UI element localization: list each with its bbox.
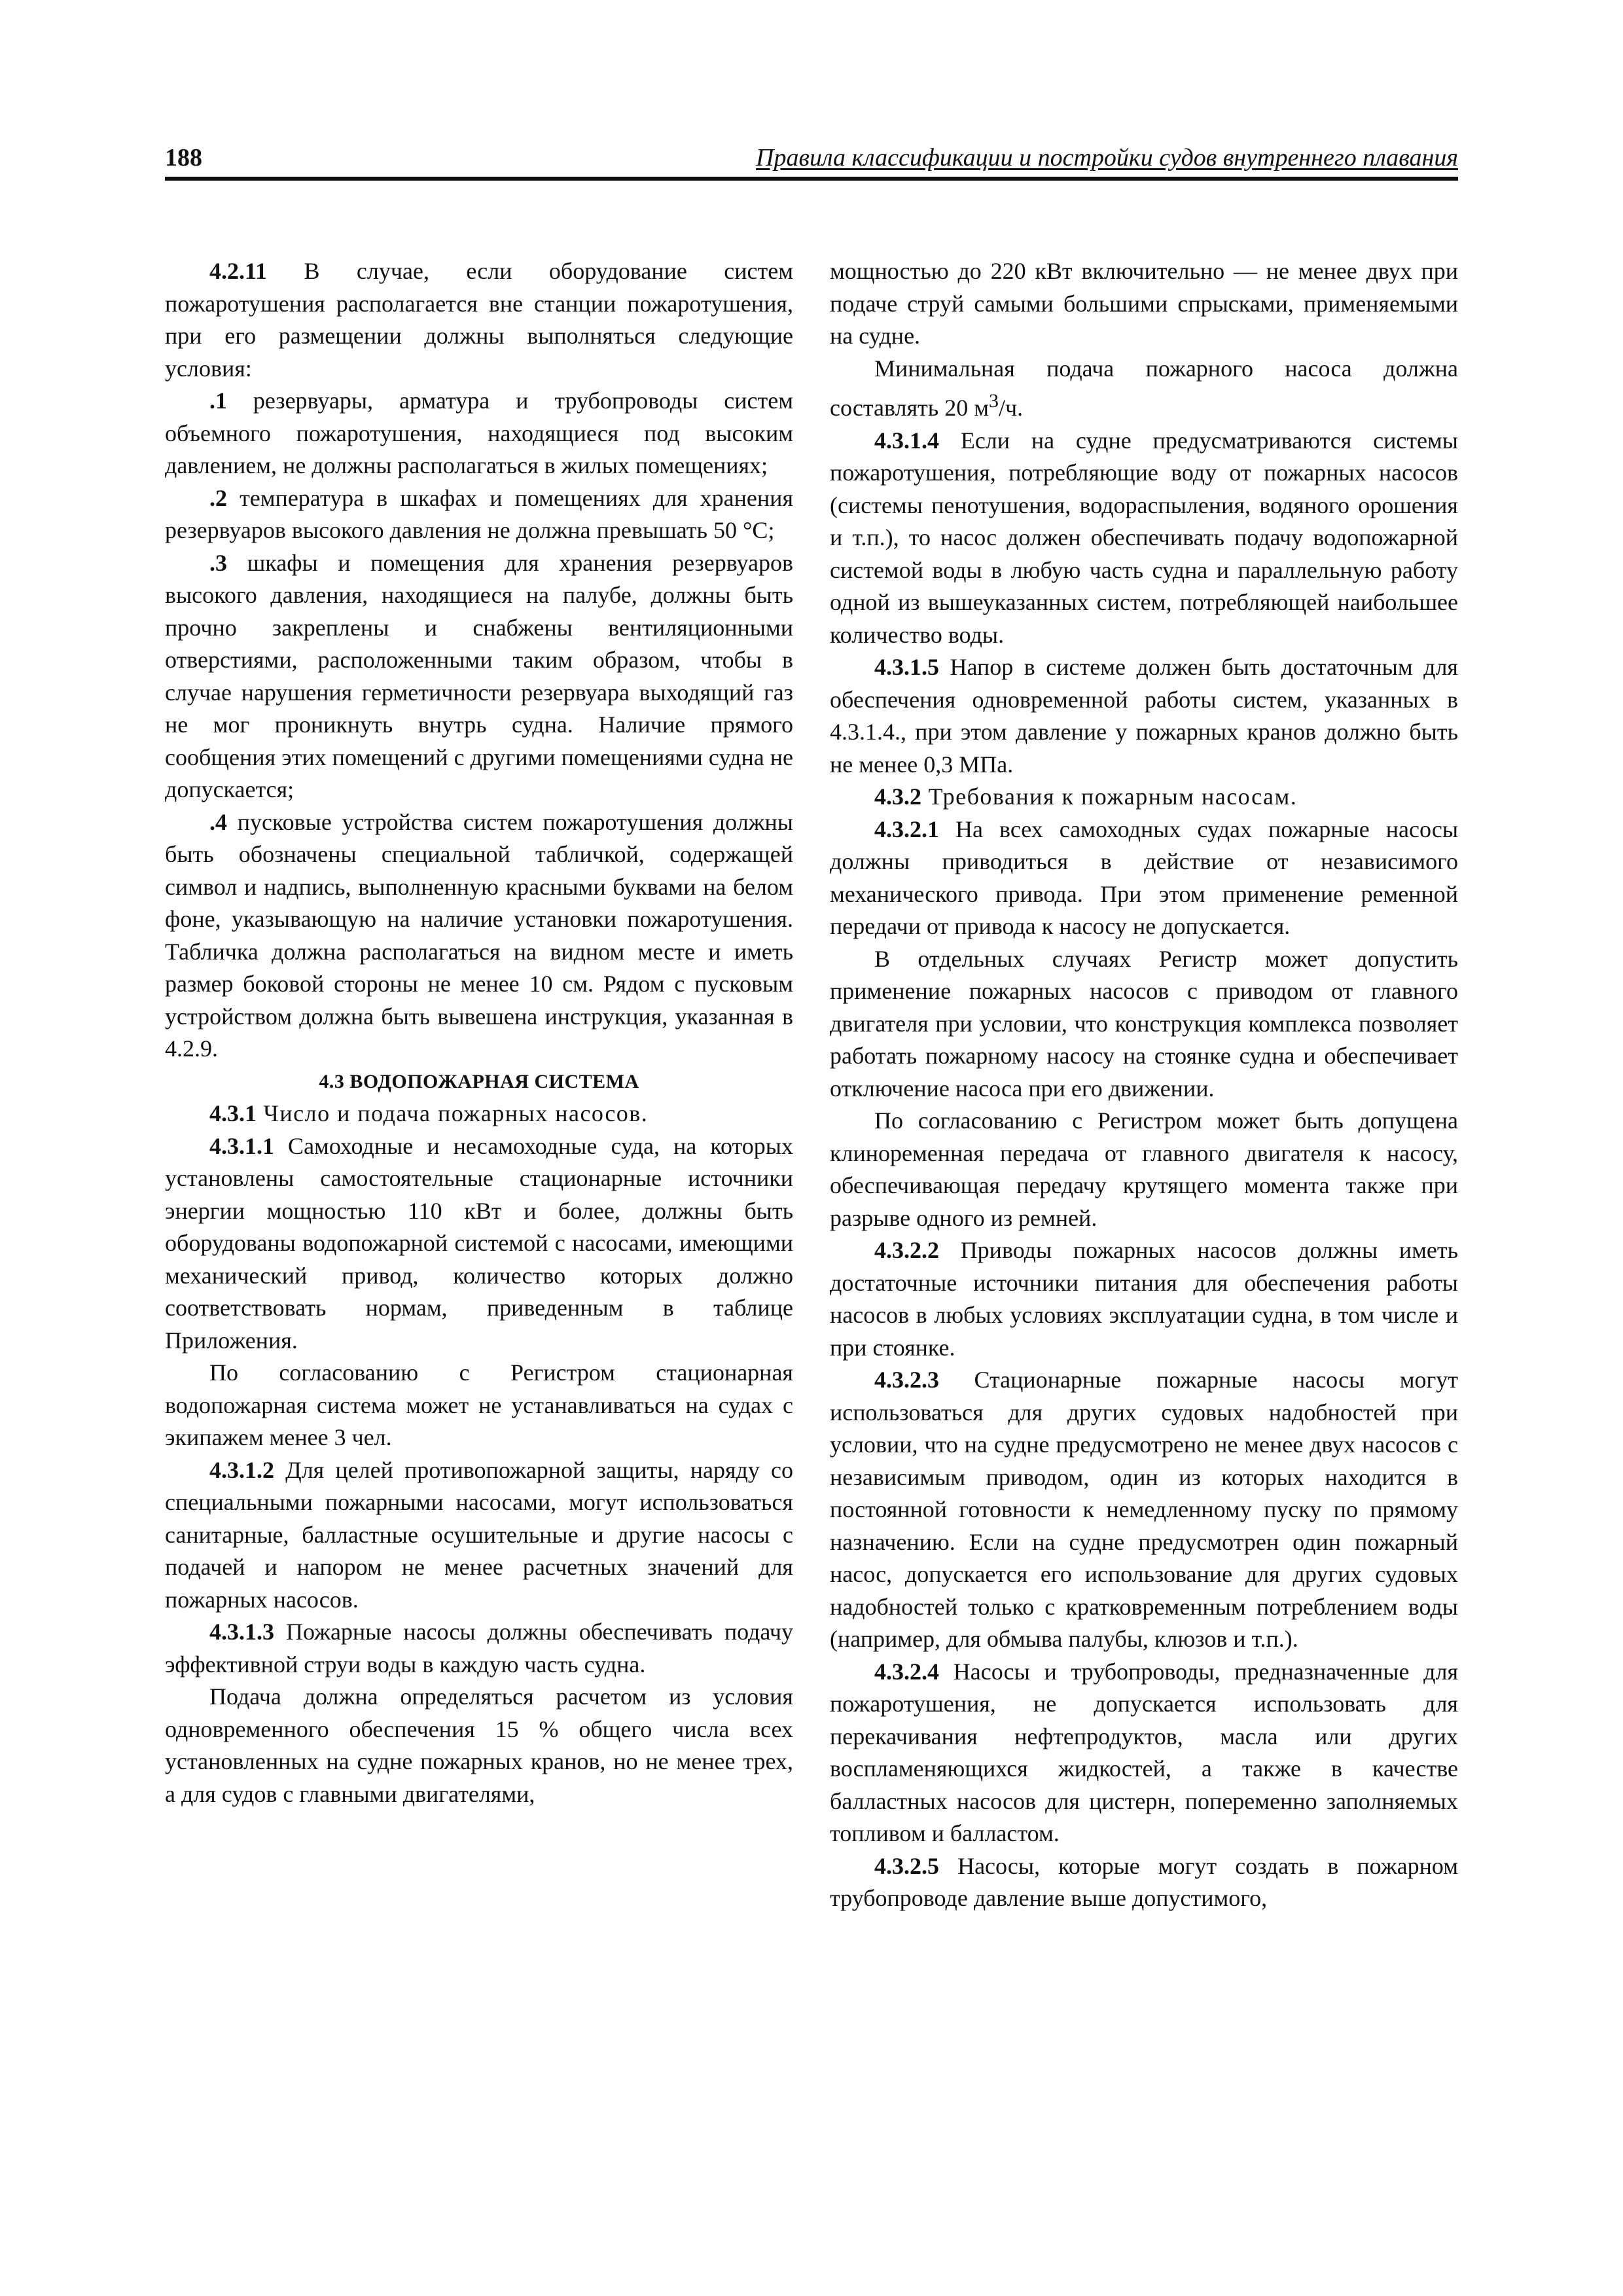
- right-column: [830, 255, 1458, 1915]
- paragraph-4-3-1-5: [830, 651, 1458, 781]
- paragraph-text: Подача должна определяться расчетом из условия одновременного обеспечения 15 % общего числа всех установленных на судне пожарных кранов, но не менее трех, а для судов с главными двигателями,: [165, 1683, 793, 1807]
- paragraph-continued: [830, 255, 1458, 353]
- clause-number: 4.3.2: [874, 783, 921, 810]
- clause-heading: Требования к пожарным насосам.: [921, 783, 1298, 810]
- paragraph-supply: [165, 1681, 793, 1810]
- clause-number: 4.3.1.3: [209, 1619, 274, 1645]
- paragraph-4-3-2-3: [830, 1364, 1458, 1656]
- section-title: 4.3 ВОДОПОЖАРНАЯ СИСТЕМА: [319, 1070, 639, 1092]
- left-column: [165, 255, 793, 1810]
- clause-number: 4.3.2.4: [874, 1658, 939, 1685]
- clause-number: 4.3.2.3: [874, 1367, 939, 1393]
- paragraph-text: Если на судне предусматриваются системы пожаротушения, потребляющие воду от пожарных насосов (системы пенотушения, водораспыления, водяного орошения и т.п.), то насос должен обеспечивать подачу водопожарной системой воды в любую часть судна и параллельную работу одной из вышеуказанных систем, потребляющей наибольшее количество воды.: [830, 427, 1458, 648]
- paragraph-text: Самоходные и несамоходные суда, на которых установлены самостоятельные стационарные источники энергии мощностью 110 кВт и более, должны быть оборудованы водопожарной системой с насосами, имеющими механический привод, количество которых должно соответствовать нормам, приведенным в таблице Приложения.: [165, 1132, 793, 1354]
- clause-number: 4.3.1.5: [874, 654, 939, 680]
- list-item-2: [165, 482, 793, 547]
- paragraph-text: На всех самоходных судах пожарные насосы должны приводиться в действие от независимого механического привода. При этом применение ременной передачи от привода к насосу не допускается.: [830, 816, 1458, 939]
- item-number: .4: [209, 808, 227, 835]
- paragraph-4-3-2-4: [830, 1656, 1458, 1850]
- paragraph-4-3-1-1: [165, 1130, 793, 1357]
- paragraph-4-3-2-5: [830, 1850, 1458, 1915]
- paragraph-4-3-2-1: [830, 814, 1458, 943]
- paragraph-text: шкафы и помещения для хранения резервуаров высокого давления, находящиеся на палубе, должны быть прочно закреплены и снабжены вентиляционными отверстиями, расположенными таким образом, чтобы в случае нарушения герметичности резервуара выходящий газ не мог проникнуть внутрь судна. Наличие прямого сообщения этих помещений с другими помещениями судна не допускается;: [165, 549, 793, 802]
- paragraph-text: В случае, если оборудование систем пожаротушения располагается вне станции пожаротушения, при его размещении должны выполняться следующие условия:: [165, 258, 793, 382]
- paragraph-text: мощностью до 220 кВт включительно — не менее двух при подаче струй самыми большими спрысками, применяемыми на судне.: [830, 258, 1458, 349]
- clause-number: 4.2.11: [209, 258, 268, 284]
- superscript: 3: [988, 390, 999, 412]
- paragraph-text: Напор в системе должен быть достаточным для обеспечения одновременной работы систем, указанных в 4.3.1.4., при этом давление у пожарных кранов должно быть не менее 0,3 МПа.: [830, 654, 1458, 778]
- paragraph-text: Приводы пожарных насосов должны иметь достаточные источники питания для обеспечения работы насосов в любых условиях эксплуатации судна, в том числе и при стоянке.: [830, 1237, 1458, 1361]
- clause-number: 4.3.2.2: [874, 1237, 939, 1263]
- item-number: .1: [209, 387, 227, 414]
- list-item-1: [165, 385, 793, 482]
- paragraph-text: По согласованию с Регистром может быть допущена клиноременная передача от главного двигателя к насосу, обеспечивающая передачу крутящего момента также при разрыве одного из ремней.: [830, 1107, 1458, 1231]
- paragraph-4-3-2-2: [830, 1234, 1458, 1364]
- paragraph-text: Насосы и трубопроводы, предназначенные для пожаротушения, не допускается использовать для перекачивания нефтепродуктов, масла или других воспламеняющихся жидкостей, а также в качестве балластных насосов для цистерн, попеременно заполняемых топливом и балластом.: [830, 1658, 1458, 1846]
- paragraph-min-supply: [830, 353, 1458, 425]
- paragraph-text: По согласованию с Регистром стационарная водопожарная система может не устанавливаться на судах с экипажем менее 3 чел.: [165, 1359, 793, 1450]
- paragraph-4-3-1-2: [165, 1454, 793, 1617]
- paragraph-text-tail: /ч.: [998, 395, 1024, 421]
- paragraph-text: резервуары, арматура и трубопроводы систем объемного пожаротушения, находящиеся под высоким давлением, не должны располагаться в жилых помещениях;: [165, 387, 793, 478]
- paragraph-special-cases: [830, 943, 1458, 1105]
- item-number: .2: [209, 484, 227, 511]
- clause-number: 4.3.1.2: [209, 1456, 274, 1483]
- paragraph-4-3-2: [830, 781, 1458, 814]
- paragraph-belt-drive: [830, 1105, 1458, 1234]
- clause-heading: Число и подача пожарных насосов.: [257, 1100, 649, 1126]
- paragraph-text: Минимальная подача пожарного насоса должна составлять 20 м: [830, 355, 1458, 421]
- clause-number: 4.3.2.5: [874, 1852, 939, 1879]
- paragraph-4-3-1: [165, 1098, 793, 1130]
- paragraph-text: Насосы, которые могут создать в пожарном трубопроводе давление выше допустимого,: [830, 1852, 1458, 1911]
- page-number: 188: [165, 144, 202, 171]
- clause-number: 4.3.1: [209, 1100, 257, 1126]
- paragraph-text: Для целей противопожарной защиты, наряду со специальными пожарными насосами, могут использоваться санитарные, балластные осушительные и другие насосы с подачей и напором не менее расчетных значений для пожарных насосов.: [165, 1456, 793, 1613]
- paragraph-text: пусковые устройства систем пожаротушения должны быть обозначены специальной табличкой, содержащей символ и надпись, выполненную красными буквами на белом фоне, указывающую на наличие установки пожаротушения. Табличка должна располагаться на видном месте и иметь размер боковой стороны не менее 10 см. Рядом с пусковым устройством должна быть вывешена инструкция, указанная в 4.2.9.: [165, 808, 793, 1062]
- item-number: .3: [209, 549, 227, 576]
- paragraph-4-2-11: [165, 255, 793, 385]
- paragraph-text: В отдельных случаях Регистр может допустить применение пожарных насосов с приводом от главного двигателя при условии, что конструкция комплекса позволяет работать пожарному насосу на стоянке судна и обеспечивает отключение насоса при его движении.: [830, 945, 1458, 1102]
- clause-number: 4.3.1.1: [209, 1132, 274, 1159]
- paragraph-4-3-1-4: [830, 425, 1458, 652]
- paragraph-text: Стационарные пожарные насосы могут использоваться для других судовых надобностей при условии, что на судне предусмотрено не менее двух насосов с независимым приводом, один из которых находится в постоянной готовности к немедленному пуску по прямому назначению. Если на судне предусмотрен один пожарный насос, допускается его использование для других судовых надобностей только с кратковременным потреблением воды (например, для обмыва палубы, клюзов и т.п.).: [830, 1367, 1458, 1652]
- list-item-3: [165, 547, 793, 806]
- running-title: Правила классификации и постройки судов внутреннего плавания: [756, 144, 1458, 171]
- list-item-4: [165, 806, 793, 1066]
- clause-number: 4.3.1.4: [874, 427, 939, 454]
- paragraph-agreement: [165, 1357, 793, 1454]
- clause-number: 4.3.2.1: [874, 816, 939, 842]
- paragraph-text: температура в шкафах и помещениях для хранения резервуаров высокого давления не должна превышать 50 °С;: [165, 484, 793, 543]
- paragraph-4-3-1-3: [165, 1616, 793, 1681]
- paragraph-text: Пожарные насосы должны обеспечивать подачу эффективной струи воды в каждую часть судна.: [165, 1619, 793, 1677]
- header-rule: [165, 177, 1458, 181]
